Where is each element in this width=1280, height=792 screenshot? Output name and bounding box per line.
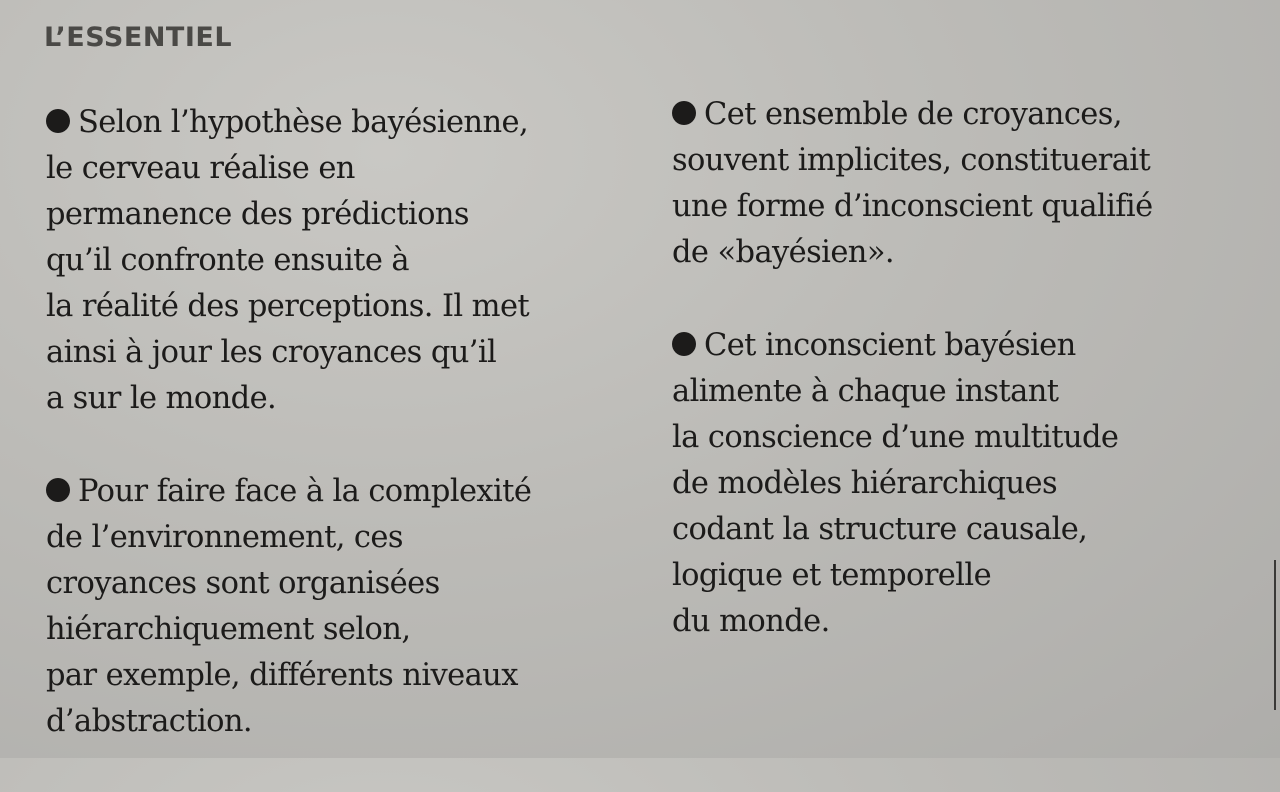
item-2-line-2: de l’environnement, ces xyxy=(46,520,403,555)
box-heading: L’ESSENTIEL xyxy=(44,22,233,53)
item-2-line-5: par exemple, différents niveaux xyxy=(46,658,518,693)
bullet-item-1 xyxy=(46,100,636,422)
bullet-dot-icon xyxy=(46,109,70,133)
page-edge-divider xyxy=(1274,560,1276,710)
item-1-line-6: ainsi à jour les croyances qu’il xyxy=(46,335,497,370)
item-4-line-1-text: Cet inconscient bayésien xyxy=(704,328,1076,363)
item-4-line-7: du monde. xyxy=(672,604,830,639)
item-3-line-4: de «bayésien». xyxy=(672,235,894,270)
left-column xyxy=(46,100,636,792)
item-1-line-3: permanence des prédictions xyxy=(46,197,469,232)
item-4-line-3: la conscience d’une multitude xyxy=(672,420,1119,455)
bullet-dot-icon xyxy=(672,332,696,356)
item-4-line-6: logique et temporelle xyxy=(672,558,992,593)
item-3-line-1-text: Cet ensemble de croyances, xyxy=(704,97,1122,132)
item-4-line-1 xyxy=(672,323,1272,369)
item-1-line-1 xyxy=(46,100,636,146)
bullet-item-2 xyxy=(46,469,636,745)
item-1-line-2: le cerveau réalise en xyxy=(46,151,355,186)
item-3-line-2: souvent implicites, constituerait xyxy=(672,143,1151,178)
item-4-line-5: codant la structure causale, xyxy=(672,512,1088,547)
item-1-line-4: qu’il confronte ensuite à xyxy=(46,243,409,278)
bullet-dot-icon xyxy=(672,101,696,125)
right-column xyxy=(672,92,1272,692)
bullet-item-4 xyxy=(672,323,1272,645)
item-4-line-2: alimente à chaque instant xyxy=(672,374,1059,409)
item-3-line-1 xyxy=(672,92,1272,138)
item-4-line-4: de modèles hiérarchiques xyxy=(672,466,1058,501)
item-2-line-1-text: Pour faire face à la complexité xyxy=(78,474,532,509)
item-1-line-5: la réalité des perceptions. Il met xyxy=(46,289,530,324)
item-2-line-1 xyxy=(46,469,636,515)
item-2-line-6: d’abstraction. xyxy=(46,704,252,739)
item-1-line-1-text: Selon l’hypothèse bayésienne, xyxy=(78,105,529,140)
item-1-line-7: a sur le monde. xyxy=(46,381,277,416)
item-2-line-3: croyances sont organisées xyxy=(46,566,440,601)
item-3-line-3: une forme d’inconscient qualifié xyxy=(672,189,1153,224)
item-2-line-4: hiérarchiquement selon, xyxy=(46,612,411,647)
bullet-item-3 xyxy=(672,92,1272,276)
bullet-dot-icon xyxy=(46,478,70,502)
